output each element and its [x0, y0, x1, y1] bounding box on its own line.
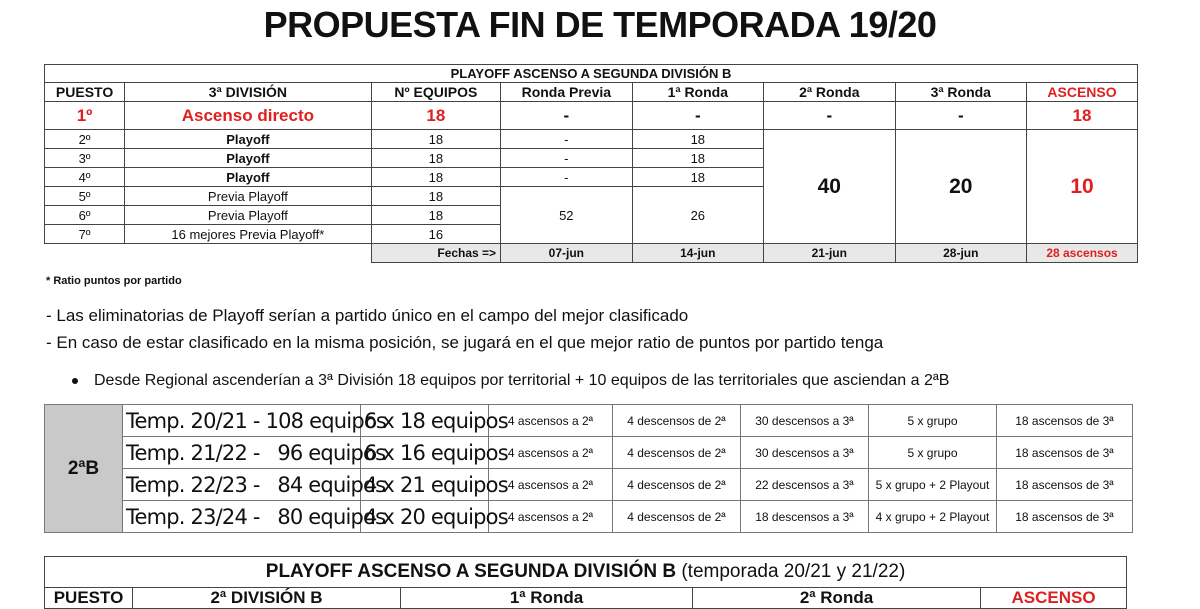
- cell-division: Previa Playoff: [125, 187, 372, 206]
- cell-r3-merged: 20: [895, 130, 1026, 244]
- table-header-row: [45, 83, 1138, 102]
- cell-previa: -: [501, 130, 632, 149]
- cell-r1-merged: 26: [632, 187, 763, 244]
- caption-suffix: (temporada 20/21 y 21/22): [676, 561, 906, 582]
- cell-temporada: Temp. 22/23 - 84 equipos: [123, 469, 361, 501]
- cell-r2-merged: 40: [764, 130, 895, 244]
- cell-ascensos-de: 18 ascensos de 3ª: [997, 405, 1133, 437]
- table-row: [45, 469, 1133, 501]
- cell-ascensos: 4 ascensos a 2ª: [489, 469, 613, 501]
- cell-r2: -: [764, 102, 895, 130]
- cell-grupo: 5 x grupo: [869, 405, 997, 437]
- cell-descensos-de: 4 descensos de 2ª: [613, 469, 741, 501]
- cell-puesto: 6º: [45, 206, 125, 225]
- header-ascenso: ASCENSO: [1027, 83, 1138, 102]
- cell-division: Ascenso directo: [125, 102, 372, 130]
- table-caption: [45, 557, 1127, 588]
- cell-puesto: 5º: [45, 187, 125, 206]
- cell-r1: 18: [632, 149, 763, 168]
- cell-r3: -: [895, 102, 1026, 130]
- cell-descensos-de: 4 descensos de 2ª: [613, 405, 741, 437]
- dates-row: [45, 244, 1138, 263]
- rule-line: - Las eliminatorias de Playoff serían a partido único en el campo del mejor clasificado: [46, 306, 689, 325]
- table-row: [45, 501, 1133, 533]
- header-division: 3ª DIVISIÓN: [125, 83, 372, 102]
- playoff-table: [44, 64, 1138, 263]
- cell-descensos-a: 22 descensos a 3ª: [741, 469, 869, 501]
- cell-descensos-a: 18 descensos a 3ª: [741, 501, 869, 533]
- date-r1: 14-jun: [632, 244, 763, 263]
- cell-previa: -: [501, 168, 632, 187]
- cell-ascensos: 4 ascensos a 2ª: [489, 437, 613, 469]
- bullet-dot-icon: [72, 378, 78, 384]
- cell-equipos: 6 x 18 equipos: [361, 405, 489, 437]
- cell-puesto: 3º: [45, 149, 125, 168]
- cell-descensos-a: 30 descensos a 3ª: [741, 405, 869, 437]
- cell-puesto: 2º: [45, 130, 125, 149]
- cell-puesto: 1º: [45, 102, 125, 130]
- date-previa: 07-jun: [501, 244, 632, 263]
- cell-division: 16 mejores Previa Playoff*: [125, 225, 372, 244]
- header-equipos: Nº EQUIPOS: [371, 83, 500, 102]
- header-ronda-1: 1ª Ronda: [401, 588, 693, 609]
- table-caption: PLAYOFF ASCENSO A SEGUNDA DIVISIÓN B: [45, 65, 1138, 83]
- cell-ascensos-de: 18 ascensos de 3ª: [997, 437, 1133, 469]
- cell-puesto: 4º: [45, 168, 125, 187]
- bullet-text: Desde Regional ascenderían a 3ª División 18 equipos por territorial + 10 equipos de las territoriales que asciendan a 2ªB: [94, 372, 950, 389]
- header-puesto: PUESTO: [45, 83, 125, 102]
- cell-descensos-de: 4 descensos de 2ª: [613, 501, 741, 533]
- cell-equipos: 6 x 16 equipos: [361, 437, 489, 469]
- cell-equipos: 18: [371, 187, 500, 206]
- header-ronda-previa: Ronda Previa: [501, 83, 632, 102]
- cell-division: Playoff: [125, 149, 372, 168]
- header-puesto: PUESTO: [45, 588, 133, 609]
- cell-equipos: 4 x 20 equipos: [361, 501, 489, 533]
- cell-equipos: 18: [371, 149, 500, 168]
- cell-r1: 18: [632, 130, 763, 149]
- footnote: * Ratio puntos por partido: [46, 275, 182, 287]
- dates-label: Fechas =>: [371, 244, 500, 263]
- header-ronda-3: 3ª Ronda: [895, 83, 1026, 102]
- cell-grupo: 4 x grupo + 2 Playout: [869, 501, 997, 533]
- header-ronda-2: 2ª Ronda: [764, 83, 895, 102]
- caption-main: PLAYOFF ASCENSO A SEGUNDA DIVISIÓN B: [265, 561, 677, 582]
- date-r2: 21-jun: [764, 244, 895, 263]
- playoff-table-2ab: [44, 556, 1127, 609]
- header-ascenso: ASCENSO: [981, 588, 1127, 609]
- cell-temporada: Temp. 20/21 - 108 equipos: [123, 405, 361, 437]
- cell-descensos-de: 4 descensos de 2ª: [613, 437, 741, 469]
- cell-equipos: 4 x 21 equipos: [361, 469, 489, 501]
- seasons-table: [44, 404, 1133, 533]
- cell-r1: 18: [632, 168, 763, 187]
- cell-temporada: Temp. 23/24 - 80 equipos: [123, 501, 361, 533]
- cell-ascenso: 18: [1027, 102, 1138, 130]
- cell-previa: -: [501, 102, 632, 130]
- table-header-row: [45, 588, 1127, 609]
- header-ronda-1: 1ª Ronda: [632, 83, 763, 102]
- cell-temporada: Temp. 21/22 - 96 equipos: [123, 437, 361, 469]
- cell-division: Previa Playoff: [125, 206, 372, 225]
- rule-line: - En caso de estar clasificado en la misma posición, se jugará en el que mejor ratio de puntos por partido tenga: [46, 333, 884, 352]
- cell-equipos: 16: [371, 225, 500, 244]
- table-row: [45, 102, 1138, 130]
- cell-division: Playoff: [125, 130, 372, 149]
- cell-previa-merged: 52: [501, 187, 632, 244]
- table-row: [45, 405, 1133, 437]
- cell-descensos-a: 30 descensos a 3ª: [741, 437, 869, 469]
- cell-equipos: 18: [371, 168, 500, 187]
- cell-equipos: 18: [371, 206, 500, 225]
- header-division: 2ª DIVISIÓN B: [133, 588, 401, 609]
- cell-equipos: 18: [371, 102, 500, 130]
- header-ronda-2: 2ª Ronda: [693, 588, 981, 609]
- cell-grupo: 5 x grupo: [869, 437, 997, 469]
- date-r3: 28-jun: [895, 244, 1026, 263]
- cell-previa: -: [501, 149, 632, 168]
- division-tag: 2ªB: [45, 405, 123, 533]
- date-ascenso: 28 ascensos: [1027, 244, 1138, 263]
- cell-division: Playoff: [125, 168, 372, 187]
- table-row: [45, 130, 1138, 149]
- cell-grupo: 5 x grupo + 2 Playout: [869, 469, 997, 501]
- bullet-item: [72, 372, 949, 390]
- cell-r1: -: [632, 102, 763, 130]
- cell-ascenso-merged: 10: [1027, 130, 1138, 244]
- cell-ascensos-de: 18 ascensos de 3ª: [997, 469, 1133, 501]
- page-title: PROPUESTA FIN DE TEMPORADA 19/20: [263, 4, 937, 45]
- cell-ascensos-de: 18 ascensos de 3ª: [997, 501, 1133, 533]
- cell-ascensos: 4 ascensos a 2ª: [489, 405, 613, 437]
- cell-equipos: 18: [371, 130, 500, 149]
- cell-ascensos: 4 ascensos a 2ª: [489, 501, 613, 533]
- cell-puesto: 7º: [45, 225, 125, 244]
- table-row: [45, 437, 1133, 469]
